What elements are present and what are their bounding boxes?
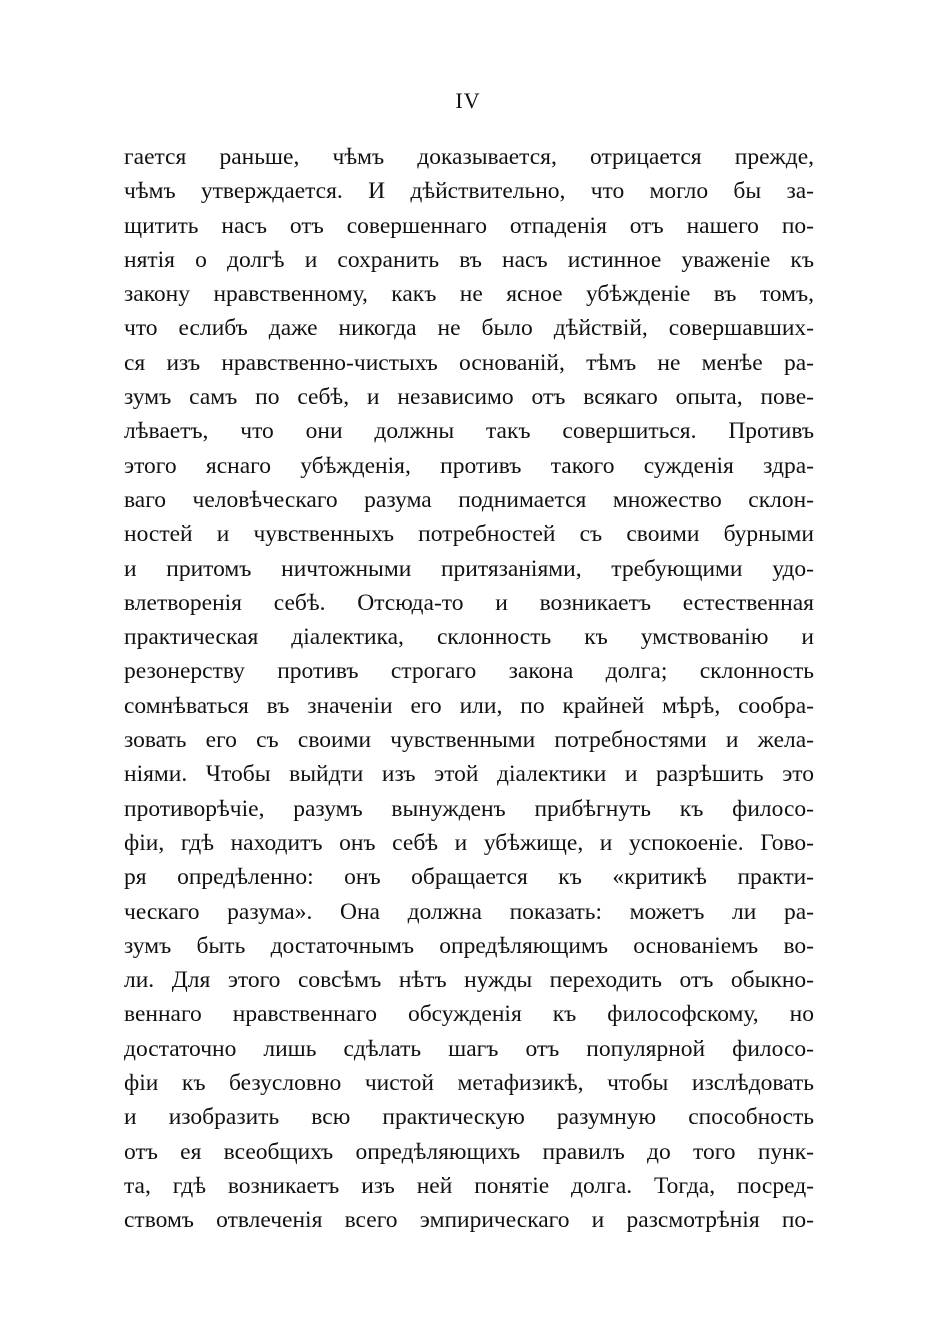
text-line: гается раньше, чѣмъ доказывается, отрицается прежде,: [124, 144, 814, 170]
text-line: достаточно лишь сдѣлать шагъ отъ популярной филосо-: [124, 1035, 814, 1062]
text-line: резонерству противъ строгаго закона долга; склонность: [124, 658, 814, 685]
text-line: ваго человѣческаго разума поднимается множество склон-: [124, 486, 814, 513]
text-line: сомнѣваться въ значеніи его или, по крайней мѣрѣ, сообра-: [124, 692, 814, 719]
text-line: практическая діалектика, склонность къ умствованію и: [124, 624, 814, 651]
text-line: ли. Для этого совсѣмъ нѣтъ нужды переходить отъ обыкно-: [124, 967, 814, 994]
text-line: лѣваетъ, что они должны такъ совершиться. Противъ: [124, 418, 814, 445]
text-line: и притомъ ничтожными притязаніями, требующими удо-: [124, 555, 814, 582]
text-line: отъ ея всеобщихъ опредѣляющихъ правилъ до того пунк-: [124, 1138, 814, 1165]
text-line: влетворенія себѣ. Отсюда-то и возникаетъ естественная: [124, 589, 814, 616]
text-line: ря опредѣленно: онъ обращается къ «критикѣ практи-: [124, 864, 814, 891]
text-line: фіи, гдѣ находитъ онъ себѣ и убѣжище, и успокоеніе. Гово-: [124, 829, 814, 856]
text-line: что еслибъ даже никогда не было дѣйствій, совершавших-: [124, 315, 814, 342]
text-line: фіи къ безусловно чистой метафизикѣ, чтобы изслѣдовать: [124, 1070, 814, 1097]
text-line: ся изъ нравственно-чистыхъ основаній, тѣмъ не менѣе ра-: [124, 349, 814, 376]
text-line: веннаго нравственнаго обсужденія къ философскому, но: [124, 1001, 814, 1028]
body-text: [124, 140, 814, 1238]
text-line: противорѣчіе, разумъ вынужденъ прибѣгнуть къ филосо-: [124, 795, 814, 822]
page-number: IV: [455, 88, 481, 113]
text-line: зумъ самъ по себѣ, и независимо отъ всякаго опыта, пове-: [124, 384, 814, 411]
text-line: этого яснаго убѣжденія, противъ такого сужденія здра-: [124, 452, 814, 479]
text-line: зумъ быть достаточнымъ опредѣляющимъ основаніемъ во-: [124, 932, 814, 959]
text-line: ніями. Чтобы выйдти изъ этой діалектики и разрѣшить это: [124, 761, 814, 788]
text-line: та, гдѣ возникаетъ изъ ней понятіе долга. Тогда, посред-: [124, 1172, 814, 1199]
text-line: закону нравственному, какъ не ясное убѣжденіе въ томъ,: [124, 281, 814, 308]
text-line: ностей и чувственныхъ потребностей съ своими бурными: [124, 521, 814, 548]
text-line: ческаго разума». Она должна показать: можетъ ли ра-: [124, 898, 814, 925]
text-line: чѣмъ утверждается. И дѣйствительно, что могло бы за-: [124, 178, 814, 205]
text-line: зовать его съ своими чувственными потребностями и жела-: [124, 727, 814, 754]
text-line: и изобразить всю практическую разумную способность: [124, 1104, 814, 1131]
text-line: ствомъ отвлеченія всего эмпирическаго и разсмотрѣнія по-: [124, 1207, 814, 1234]
text-line: щитить насъ отъ совершеннаго отпаденія отъ нашего по-: [124, 212, 814, 239]
text-line: нятія о долгѣ и сохранить въ насъ истинное уваженіе къ: [124, 246, 814, 273]
